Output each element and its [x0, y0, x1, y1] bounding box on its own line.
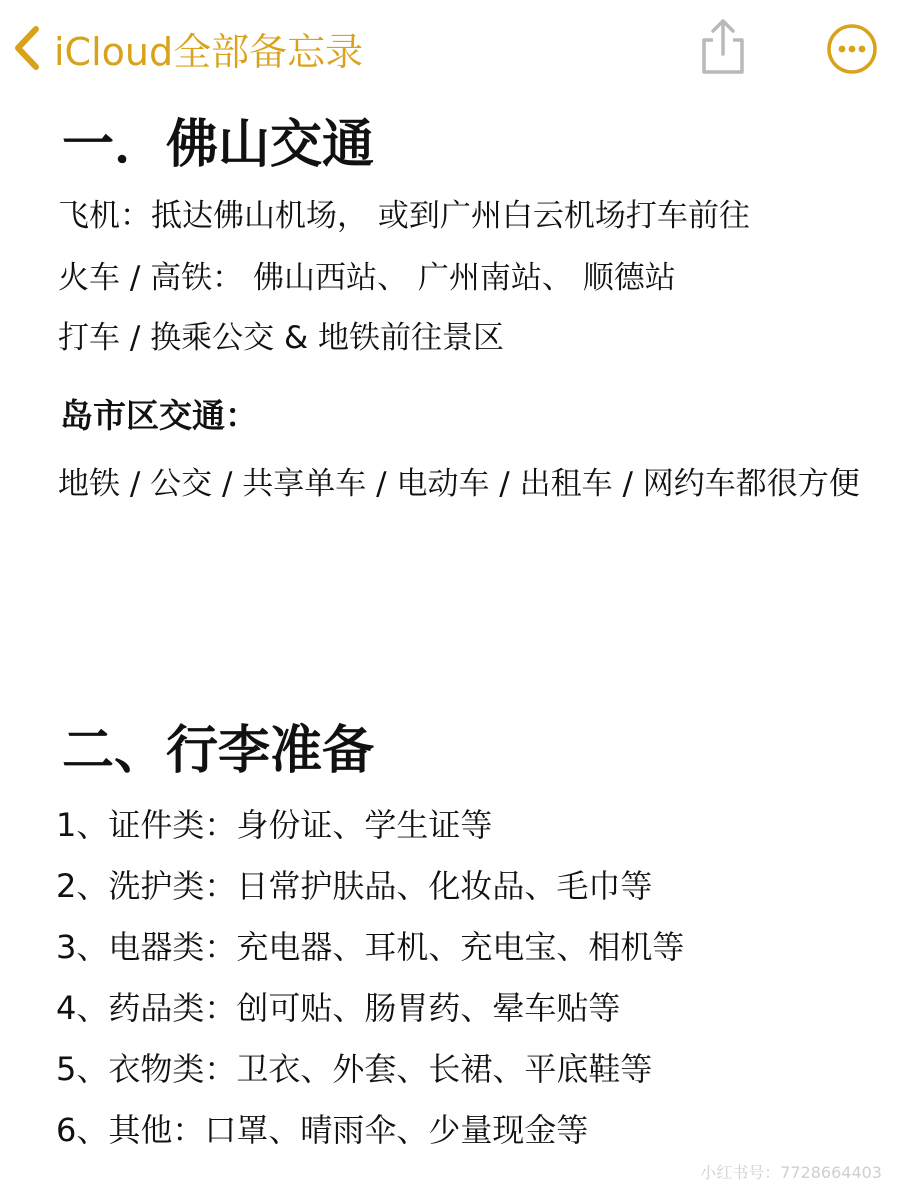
section-2-title: 二、行李准备 [62, 721, 375, 781]
luggage-item-6: 6、其他：口罩、晴雨伞、少量现金等 [56, 1111, 589, 1149]
luggage-item-5: 5、衣物类：卫衣、外套、长裙、平底鞋等 [56, 1050, 653, 1088]
city-transport-line: 地铁 / 公交 / 共享单车 / 电动车 / 出租车 / 网约车都很方便 [58, 466, 860, 502]
city-transport-heading: 岛市区交通： [60, 396, 258, 435]
watermark: 小红书号：7728664403 [700, 1163, 882, 1182]
transport-line-train: 火车 / 高铁： 佛山西站、 广州南站、 顺德站 [58, 260, 676, 296]
luggage-item-1: 1、证件类：身份证、学生证等 [56, 806, 493, 844]
transport-line-plane: 飞机：抵达佛山机场， 或到广州白云机场打车前往 [58, 198, 750, 234]
transport-line-taxi: 打车 / 换乘公交 & 地铁前往景区 [58, 320, 505, 356]
back-button-label: iCloud全部备忘录 [54, 29, 364, 74]
section-1-title: 一．佛山交通 [62, 115, 375, 175]
luggage-item-2: 2、洗护类：日常护肤品、化妆品、毛巾等 [56, 867, 653, 905]
luggage-item-4: 4、药品类：创可贴、肠胃药、晕车贴等 [56, 989, 621, 1027]
luggage-item-3: 3、电器类：充电器、耳机、充电宝、相机等 [56, 928, 685, 966]
